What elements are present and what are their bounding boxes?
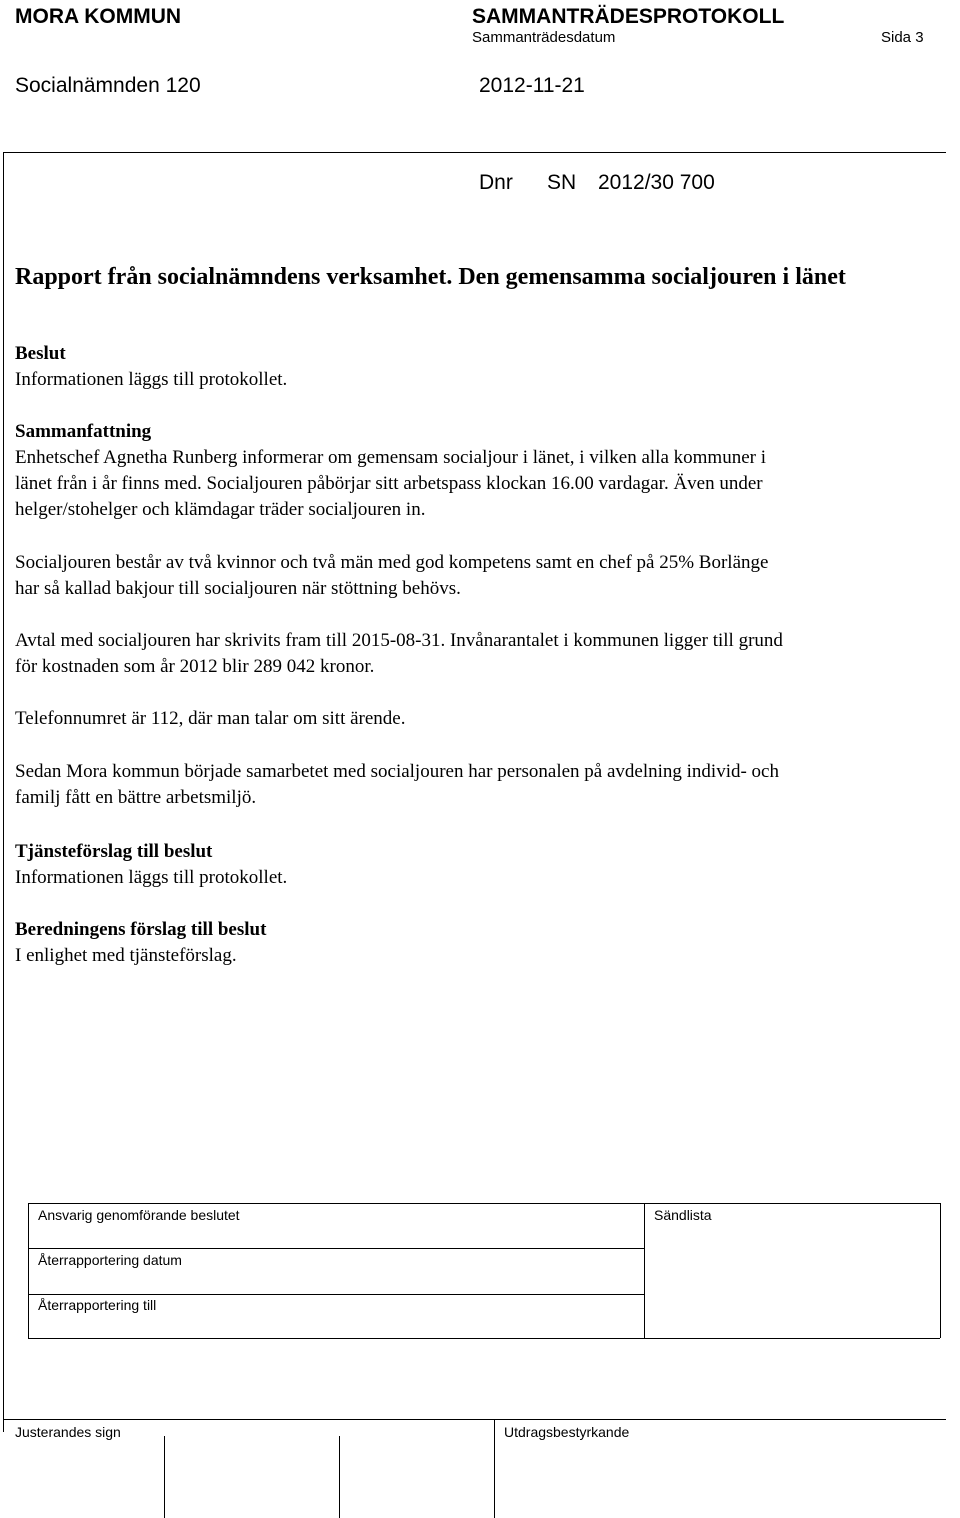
paragraph-line: familj fått en bättre arbetsmiljö. (15, 787, 257, 808)
table-border-top (28, 1203, 940, 1204)
table-border-right (940, 1203, 941, 1338)
preparation-heading: Beredningens förslag till beslut (15, 919, 267, 940)
certified-extract-label: Utdragsbestyrkande (504, 1424, 630, 1440)
committee-name: Socialnämnden 120 (15, 74, 201, 97)
meeting-date-label: Sammanträdesdatum (472, 29, 616, 46)
proposal-section (15, 839, 945, 891)
paragraph-environment (15, 759, 945, 811)
dnr-label: Dnr (479, 171, 513, 194)
summary-line: Enhetschef Agnetha Runberg informerar om gemensam socialjour i länet, i vilken alla kommuner i (15, 447, 766, 468)
adjuster-signature-label: Justerandes sign (15, 1424, 121, 1440)
signature-column-divider (494, 1419, 495, 1518)
table-row-divider (28, 1248, 644, 1249)
document-title: Rapport från socialnämndens verksamhet. Den gemensamma socialjouren i länet (15, 264, 846, 290)
summary-line: länet från i år finns med. Socialjouren påbörjar sitt arbetspass klockan 16.00 vardagar. Även under (15, 473, 763, 494)
paragraph-line: för kostnaden som år 2012 blir 289 042 kronor. (15, 656, 375, 677)
organization-name: MORA KOMMUN (15, 5, 182, 28)
preparation-section (15, 917, 945, 969)
paragraph-agreement (15, 628, 945, 680)
report-to-label: Återrapportering till (38, 1297, 157, 1313)
table-row-divider (28, 1294, 644, 1295)
proposal-text: Informationen läggs till protokollet. (15, 867, 288, 888)
paragraph-line: Avtal med socialjouren har skrivits fram till 2015-08-31. Invånarantalet i kommunen ligger till grund (15, 630, 783, 651)
signature-top-line (3, 1419, 946, 1420)
page-number: Sida 3 (881, 29, 924, 46)
decision-section (15, 341, 945, 393)
decision-heading: Beslut (15, 343, 66, 364)
summary-section (15, 419, 945, 523)
table-column-divider (644, 1203, 645, 1338)
frame-left-line (3, 152, 4, 1432)
frame-top-line (3, 152, 946, 153)
paragraph-line: Telefonnumret är 112, där man talar om sitt ärende. (15, 708, 406, 729)
responsible-label: Ansvarig genomförande beslutet (38, 1207, 240, 1223)
summary-line: helger/stohelger och klämdagar träder socialjouren in. (15, 499, 426, 520)
paragraph-line: Sedan Mora kommun började samarbetet med socialjouren har personalen på avdelning individ- och (15, 761, 779, 782)
signature-box-divider (339, 1436, 340, 1518)
distribution-label: Sändlista (654, 1207, 712, 1223)
table-border-bottom (28, 1338, 940, 1339)
signature-box-divider (164, 1436, 165, 1518)
paragraph-line: Socialjouren består av två kvinnor och två män med god kompetens samt en chef på 25% Borlänge (15, 552, 769, 573)
decision-text: Informationen läggs till protokollet. (15, 369, 288, 390)
dnr-prefix: SN (547, 171, 577, 194)
paragraph-phone (15, 706, 945, 732)
proposal-heading: Tjänsteförslag till beslut (15, 841, 213, 862)
report-date-label: Återrapportering datum (38, 1252, 182, 1268)
meeting-date: 2012-11-21 (479, 74, 585, 97)
paragraph-line: har så kallad bakjour till socialjouren när stöttning behövs. (15, 578, 461, 599)
summary-heading: Sammanfattning (15, 421, 152, 442)
table-border-left (28, 1203, 29, 1338)
preparation-text: I enlighet med tjänsteförslag. (15, 945, 237, 966)
dnr-number: 2012/30 700 (598, 171, 715, 194)
paragraph-staff (15, 550, 945, 602)
document-type: SAMMANTRÄDESPROTOKOLL (472, 5, 785, 28)
